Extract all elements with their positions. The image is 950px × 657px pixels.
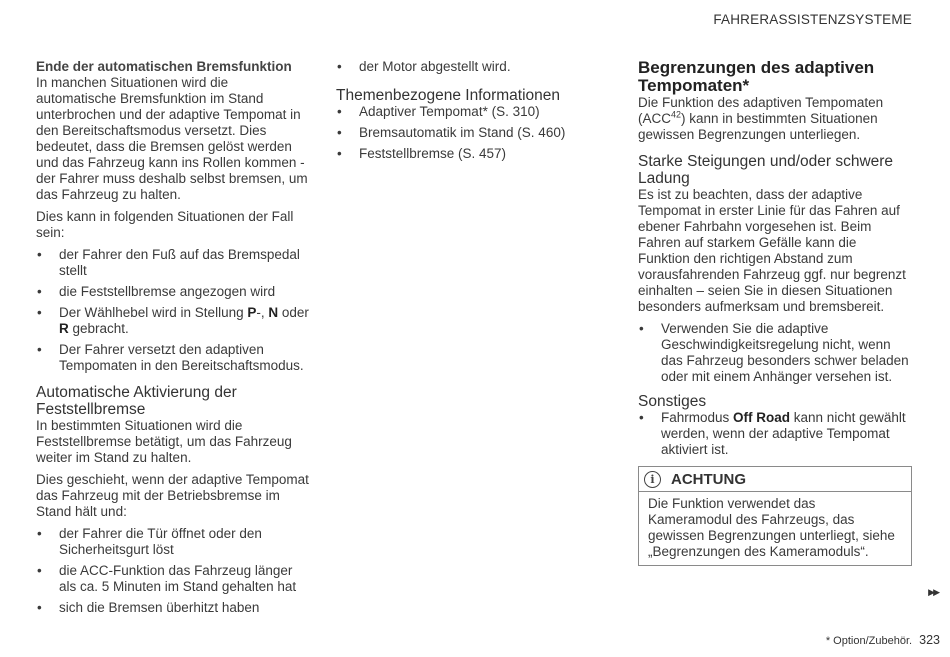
page-footer [826,633,940,647]
bullet-icon: • [639,410,644,425]
heading-sonstiges: Sonstiges [638,393,707,410]
bullet-list [336,59,576,75]
list-item: • sich die Bremsen überhitzt haben [37,600,260,615]
list-item: • Der Wählhebel wird in Stellung P-, N oder R gebracht. [37,305,309,336]
subheading-bremsfunktion-end: Ende der automatischen Bremsfunktion [36,59,292,74]
bullet-icon: • [37,526,42,541]
related-link[interactable]: • Bremsautomatik im Stand (S. 460) [337,125,566,140]
warning-text: Die Funktion verwendet das Kameramodul des Fahrzeugs, das gewissen Begrenzungen unterliegt, siehe „Begrenzungen des Kameramoduls“. [648,496,895,559]
option-note: * Option/Zubehör. [825,635,913,647]
paragraph: Dies geschieht, wenn der adaptive Tempomat das Fahrzeug mit der Betriebsbremse im Stand hält und: [36,472,309,519]
list-item: • Der Fahrer versetzt den adaptiven Tempomaten in den Bereitschaftsmodus. [37,342,304,373]
related-link[interactable]: • Feststellbremse (S. 457) [337,146,507,161]
heading-slopes-load: Starke Steigungen und/oder schwere Ladung [638,153,894,187]
bullet-list [36,247,311,374]
heading-feststellbremse: Automatische Aktivierung der Feststellbremse [36,384,237,418]
related-link[interactable]: • Adaptiver Tempomat* (S. 310) [337,104,540,119]
list-item: • der Motor abgestellt wird. [337,59,511,74]
list-item: • Fahrmodus Off Road kann nicht gewählt werden, wenn der adaptive Tempomat aktiviert ist. [639,410,906,457]
bullet-list [638,410,910,458]
bullet-icon: • [37,563,42,578]
next-page-icon[interactable]: ▶▶ [928,587,938,597]
column-right [638,59,910,464]
list-item: • der Fahrer den Fuß auf das Bremspedal stellt [37,247,300,278]
list-item: • der Fahrer die Tür öffnet oder den Sicherheitsgurt löst [37,526,262,557]
page-number: 323 [919,633,940,647]
warning-box [638,466,912,566]
bullet-icon: • [337,59,342,74]
bullet-icon: • [37,284,42,299]
bullet-icon: • [639,321,644,336]
paragraph: Die Funktion des adaptiven Tempomaten (ACC$^{42}$) kann in bestimmten Situationen gewissen Begrenzungen unterliegen. [638,95,884,142]
warning-header [639,467,911,492]
column-left [36,59,311,622]
heading-related-info: Themenbezogene Informationen [336,87,561,104]
bullet-icon: • [337,125,342,140]
list-item: • die ACC-Funktion das Fahrzeug länger als ca. 5 Minuten im Stand gehalten hat [37,563,297,594]
paragraph: Dies kann in folgenden Situationen der Fall sein: [36,209,294,240]
warning-title: ACHTUNG [671,470,746,488]
heading-acc-limits: Begrenzungen des adaptiven Tempomaten* [638,58,875,95]
paragraph: In manchen Situationen wird die automatische Bremsfunktion im Stand unterbrochen und der adaptive Tempomat in den Bereitschaftsmodus versetzt. Dies bedeutet, dass die Bremsen gelöst werden und das Fahrzeug kann ins Rollen kommen - der Fahrer muss deshalb selbst bremsen, um das Fahrzeug zu halten. [36,75,308,202]
bullet-icon: • [37,600,42,615]
list-item: • Verwenden Sie die adaptive Geschwindigkeitsregelung nicht, wenn das Fahrzeug besonders schwer beladen oder mit einem Anhänger versehen ist. [639,321,909,384]
bullet-icon: • [37,305,42,320]
bullet-icon: • [37,247,42,262]
bullet-icon: • [337,104,342,119]
paragraph: Es ist zu beachten, dass der adaptive Tempomat in erster Linie für das Fahren auf ebener Fahrbahn vorgesehen ist. Beim Fahren auf starkem Gefälle kann die Funktion den richtigen Abstand zum vorausfahrenden Fahrzeug ggf. nur begrenzt einhalten – seien Sie in diesen Situationen besonders aufmerksam und bremsbereit. [638,187,906,314]
bullet-list [36,526,311,616]
bullet-icon: • [337,146,342,161]
list-item: • die Feststellbremse angezogen wird [37,284,276,299]
footnote-ref[interactable]: 42 [671,109,682,120]
info-icon: i [644,471,661,488]
related-links-list [336,104,576,162]
paragraph: In bestimmten Situationen wird die Feststellbremse betätigt, um das Fahrzeug weiter im Stand zu halten. [36,418,292,465]
bullet-list [638,321,910,385]
section-header: FAHRERASSISTENZSYSTEME [713,12,912,27]
column-middle [336,59,576,168]
bullet-icon: • [37,342,42,357]
